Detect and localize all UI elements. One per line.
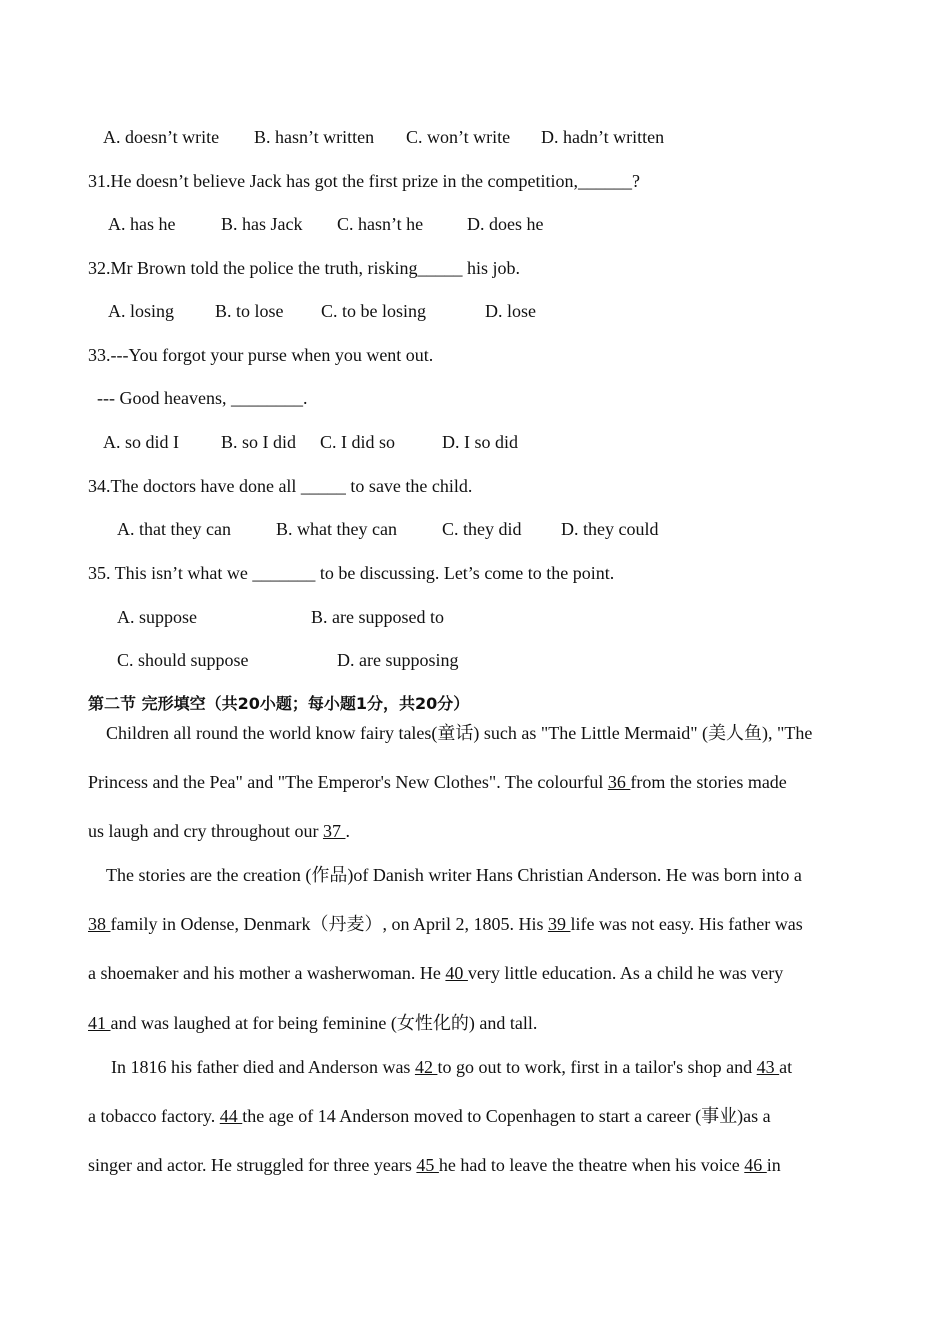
- q31-stem: 31.He doesn’t believe Jack has got the first prize in the competition,______?: [88, 171, 641, 191]
- q35-stem: 35. This isn’t what we _______ to be discussing. Let’s come to the point.: [88, 563, 615, 583]
- q34-option-c: C. they did: [442, 519, 522, 539]
- p3-line2-text-a: a tobacco factory.: [88, 1106, 220, 1126]
- p2-line4-text: and was laughed at for being feminine (女性化的) and tall.: [110, 1013, 538, 1033]
- q34-option-d: D. they could: [561, 519, 659, 539]
- p3-line1: [111, 1056, 792, 1078]
- q34-option-a: A. that they can: [117, 519, 231, 539]
- blank-40: 40: [445, 963, 468, 983]
- p2-line1: [106, 864, 802, 886]
- q33-option-d: D. I so did: [442, 432, 518, 452]
- p3-line2-text-b: the age of 14 Anderson moved to Copenhagen to start a career (事业)as a: [242, 1106, 771, 1126]
- q34-stem: 34.The doctors have done all _____ to save the child.: [88, 476, 473, 496]
- p1-line1: Children all round the world know fairy tales(童话) such as "The Little Mermaid" (美人鱼), "The: [106, 723, 813, 743]
- p2-line3-text-a: a shoemaker and his mother a washerwoman. He: [88, 963, 446, 983]
- blank-36: 36: [607, 772, 631, 792]
- p1-line3: [88, 820, 350, 842]
- p2-line2-text-a: family in Odense, Denmark（丹麦）, on April 2, 1805. His: [110, 914, 548, 934]
- blank-45: 45: [416, 1155, 439, 1175]
- q32-option-d: D. lose: [485, 301, 536, 321]
- q35-option-d: D. are supposing: [337, 650, 459, 670]
- blank-39: 39: [547, 914, 571, 934]
- q32-stem: 32.Mr Brown told the police the truth, risking_____ his job.: [88, 258, 520, 278]
- q33-option-c: C. I did so: [320, 432, 396, 452]
- q30-option-c: C. won’t write: [406, 127, 511, 147]
- p3-line2: [88, 1105, 771, 1127]
- q30-option-a: A. doesn’t write: [103, 127, 220, 147]
- q33-reply: --- Good heavens, ________.: [97, 388, 308, 408]
- q32-option-a: A. losing: [108, 301, 175, 321]
- q31-option-b: B. has Jack: [221, 214, 303, 234]
- section2-heading: 第二节 完形填空（共20小题；每小题1分，共20分）: [88, 694, 470, 713]
- q34-option-b: B. what they can: [276, 519, 397, 539]
- blank-46: 46: [744, 1155, 767, 1175]
- p2-line3: [88, 962, 783, 984]
- q31-option-a: A. has he: [108, 214, 176, 234]
- q31-option-c: C. hasn’t he: [337, 214, 424, 234]
- q33-option-a: A. so did I: [103, 432, 179, 452]
- q30-option-b: B. hasn’t written: [254, 127, 375, 147]
- p1-line2-text-b: from the stories made: [630, 772, 787, 792]
- p1-line3-text-b: .: [345, 821, 350, 841]
- q32-option-c: C. to be losing: [321, 301, 427, 321]
- p2-line2-text-b: life was not easy. His father was: [570, 914, 803, 934]
- p2-line4: [88, 1012, 537, 1034]
- p1-line2-text-a: Princess and the Pea" and "The Emperor's New Clothes". The colourful: [88, 772, 608, 792]
- blank-43: 43: [756, 1057, 780, 1077]
- blank-44: 44: [219, 1106, 243, 1126]
- p3-line3: [88, 1154, 781, 1176]
- blank-38: 38: [88, 914, 111, 934]
- q33-option-b: B. so I did: [221, 432, 297, 452]
- p1-line2: [88, 771, 787, 793]
- q35-option-a: A. suppose: [117, 607, 197, 627]
- p2-line2: [88, 913, 803, 935]
- p2-line3-text-b: very little education. As a child he was very: [467, 963, 784, 983]
- q32-option-b: B. to lose: [215, 301, 284, 321]
- p3-line3-text-b: he had to leave the theatre when his voice: [438, 1155, 745, 1175]
- q30-option-d: D. hadn’t written: [541, 127, 665, 147]
- blank-42: 42: [414, 1057, 438, 1077]
- p2-line1-text: The stories are the creation (作品)of Danish writer Hans Christian Anderson. He was born into a: [106, 865, 802, 885]
- p3-line1-text-b: to go out to work, first in a tailor's shop and: [437, 1057, 757, 1077]
- p3-line1-text-a: In 1816 his father died and Anderson was: [111, 1057, 415, 1077]
- p1-line3-text-a: us laugh and cry throughout our: [88, 821, 323, 841]
- p3-line3-text-a: singer and actor. He struggled for three years: [88, 1155, 417, 1175]
- blank-37: 37: [322, 821, 346, 841]
- p3-line3-text-c: in: [766, 1155, 781, 1175]
- q33-stem: 33.---You forgot your purse when you went out.: [88, 345, 434, 365]
- p3-line1-text-c: at: [779, 1057, 793, 1077]
- q31-option-d: D. does he: [467, 214, 544, 234]
- blank-41: 41: [88, 1013, 111, 1033]
- q35-option-b: B. are supposed to: [311, 607, 444, 627]
- q35-option-c: C. should suppose: [117, 650, 249, 670]
